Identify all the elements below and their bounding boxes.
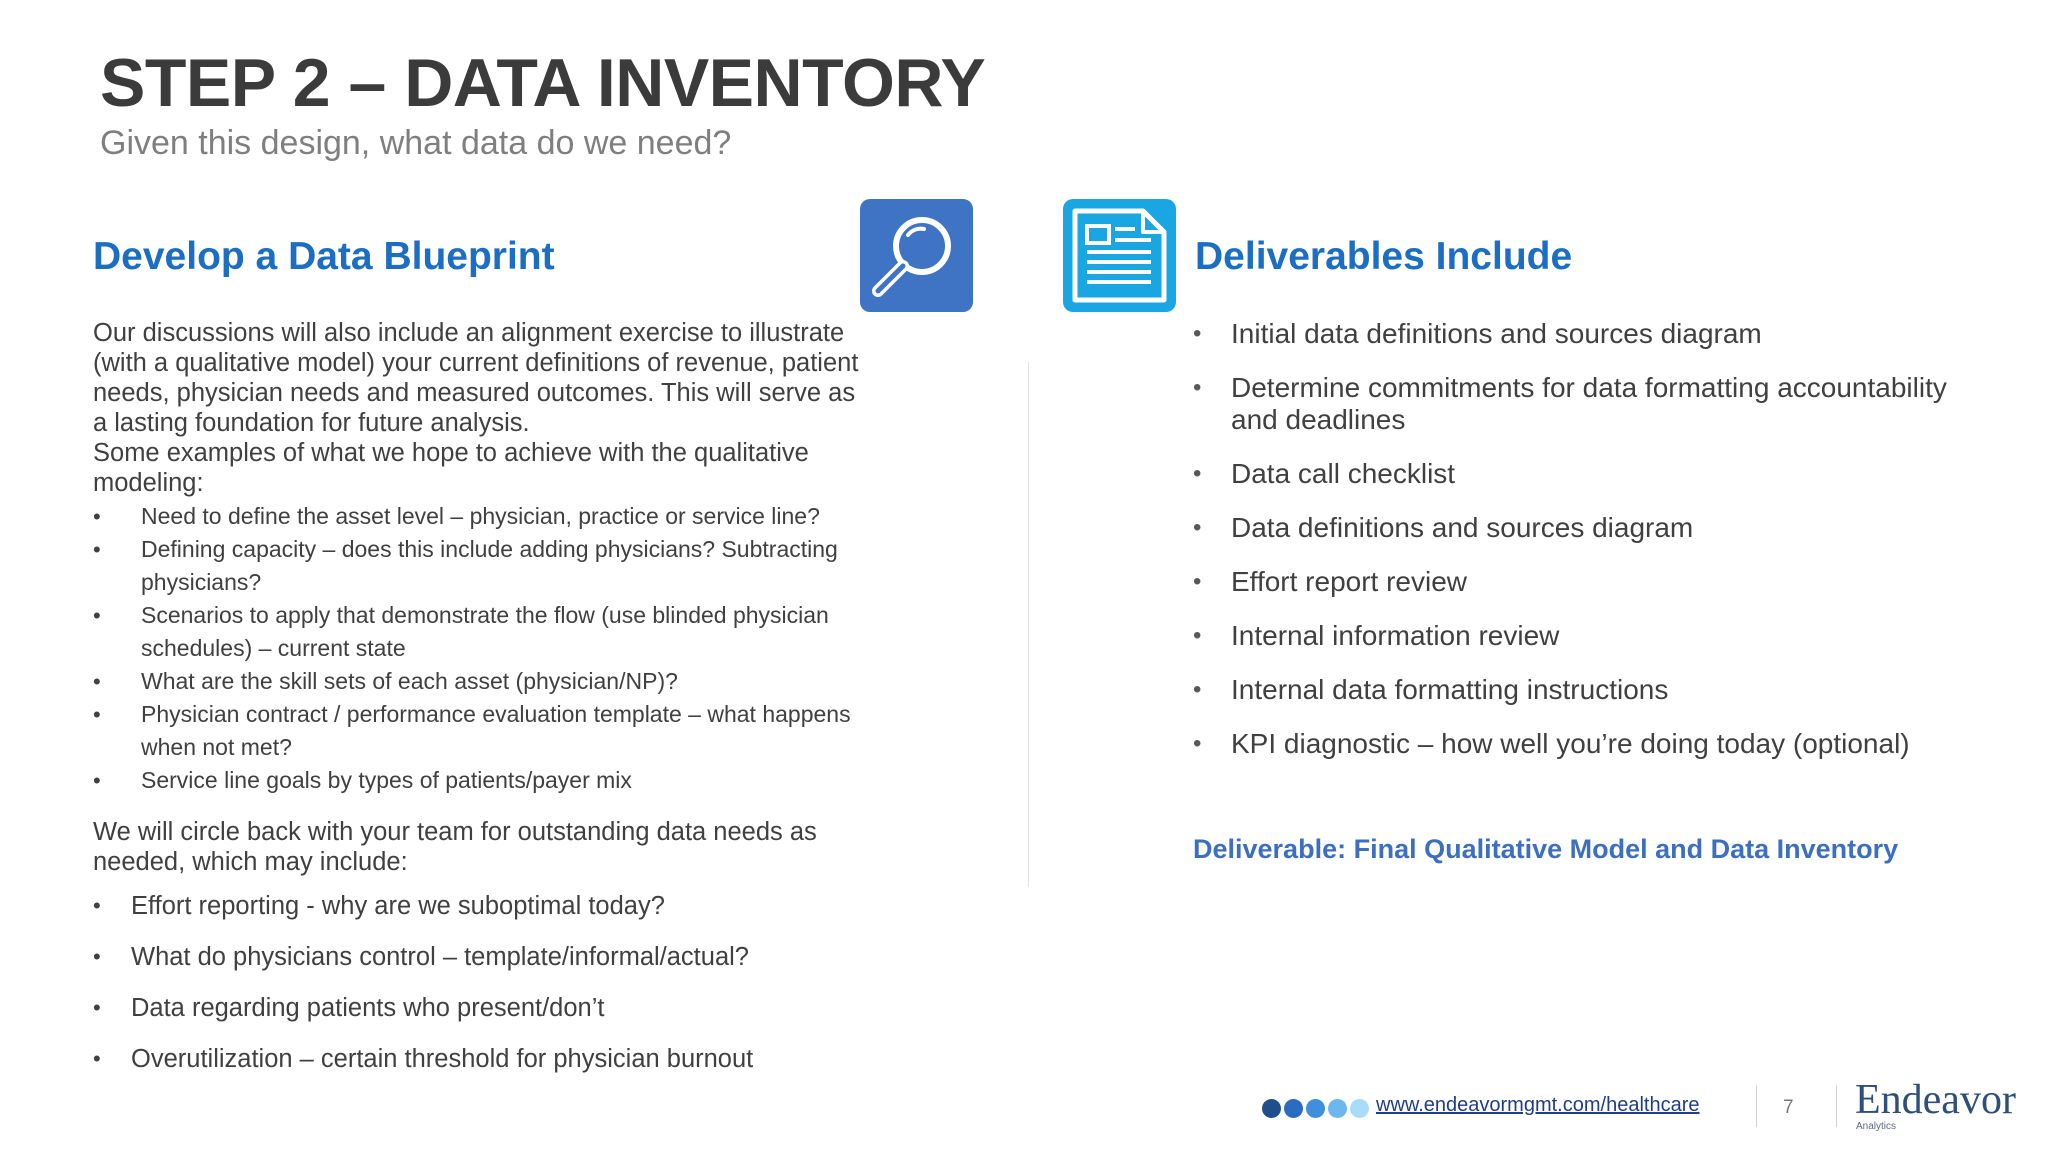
list-item: • Data call checklist: [1193, 458, 1953, 490]
slide-title: STEP 2 – DATA INVENTORY: [100, 45, 986, 121]
left-heading: Develop a Data Blueprint: [93, 235, 555, 278]
logo-subtitle: Analytics: [1856, 1121, 1897, 1132]
examples-list: [93, 500, 873, 797]
right-heading: Deliverables Include: [1195, 235, 1573, 278]
page-number: 7: [1783, 1097, 1794, 1118]
footer-dot: [1262, 1099, 1281, 1118]
footer-dot: [1350, 1099, 1369, 1118]
list-item: • Initial data definitions and sources diagram: [1193, 318, 1953, 350]
intro-paragraph: Our discussions will also include an alignment exercise to illustrate (with a qualitative model) your current definitions of revenue, patient needs, physician needs and measured outcomes. This will serve as a lasting foundation for future analysis.: [93, 319, 859, 437]
list-item: • Internal information review: [1193, 620, 1953, 652]
website-link[interactable]: www.endeavormgmt.com/healthcare: [1376, 1094, 1700, 1116]
list-item: • Data regarding patients who present/don’t: [93, 993, 873, 1023]
list-item: • Effort report review: [1193, 566, 1953, 598]
list-item: • Need to define the asset level – physician, practice or service line?: [93, 500, 873, 533]
left-column: [93, 318, 873, 1095]
document-icon: [1063, 199, 1176, 312]
list-item: • Data definitions and sources diagram: [1193, 512, 1953, 544]
list-item: • KPI diagnostic – how well you’re doing today (optional): [1193, 728, 1953, 760]
list-item: • Scenarios to apply that demonstrate the flow (use blinded physician schedules) – current state: [93, 599, 873, 665]
list-item: • Overutilization – certain threshold for physician burnout: [93, 1044, 873, 1074]
list-item: • What are the skill sets of each asset (physician/NP)?: [93, 665, 873, 698]
footer-dot: [1328, 1099, 1347, 1118]
footer-divider: [1756, 1085, 1757, 1127]
needs-intro: We will circle back with your team for outstanding data needs as needed, which may include:: [93, 818, 817, 876]
list-item: • What do physicians control – template/informal/actual?: [93, 942, 873, 972]
footer-dot: [1306, 1099, 1325, 1118]
deliverables-list: [1193, 318, 1953, 782]
list-item: • Internal data formatting instructions: [1193, 674, 1953, 706]
search-icon: [860, 199, 973, 312]
footer-divider: [1836, 1085, 1837, 1127]
column-divider: [1028, 362, 1029, 887]
list-item: • Service line goals by types of patients/payer mix: [93, 764, 873, 797]
endeavor-logo: Endeavor: [1855, 1077, 2016, 1123]
list-item: • Determine commitments for data formatting accountability and deadlines: [1193, 372, 1953, 436]
list-item: • Effort reporting - why are we suboptimal today?: [93, 891, 873, 921]
list-item: • Physician contract / performance evaluation template – what happens when not met?: [93, 698, 873, 764]
examples-intro: Some examples of what we hope to achieve with the qualitative modeling:: [93, 439, 809, 497]
footer-dot: [1284, 1099, 1303, 1118]
list-item: • Defining capacity – does this include adding physicians? Subtracting physicians?: [93, 533, 873, 599]
deliverable-summary: Deliverable: Final Qualitative Model and Data Inventory: [1193, 834, 1899, 864]
slide-subtitle: Given this design, what data do we need?: [100, 124, 732, 162]
needs-list: [93, 891, 873, 1074]
